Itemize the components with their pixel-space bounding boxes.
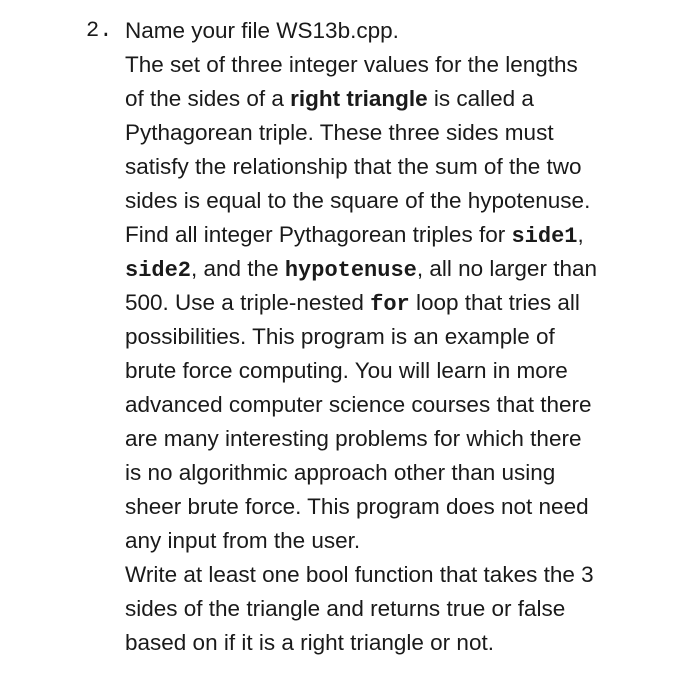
text-line-19: based on if it is a right triangle or not. xyxy=(125,630,494,655)
text-run: of the sides of a xyxy=(125,86,291,111)
text-line-8 xyxy=(125,252,685,286)
text-line-5: satisfy the relationship that the sum of the two xyxy=(125,154,582,179)
code-hypotenuse: hypotenuse xyxy=(284,258,417,283)
code-for: for xyxy=(370,292,410,317)
item-number: 2. xyxy=(86,18,113,43)
text-line-9 xyxy=(125,286,685,320)
text-line-2: The set of three integer values for the lengths xyxy=(125,52,578,77)
code-side1: side1 xyxy=(511,224,578,249)
text-run: , all no larger than xyxy=(416,256,597,281)
text-line-12: advanced computer science courses that there xyxy=(125,392,592,417)
text-line-17: Write at least one bool function that takes the 3 xyxy=(125,562,594,587)
text-line-14: is no algorithmic approach other than using xyxy=(125,460,556,485)
text-run: 500. Use a triple-nested xyxy=(125,290,371,315)
text-line-4: Pythagorean triple. These three sides must xyxy=(125,120,554,145)
text-line-10: possibilities. This program is an example of xyxy=(125,324,555,349)
text-line-1: Name your file WS13b.cpp. xyxy=(125,18,399,43)
text-line-7 xyxy=(125,218,685,252)
text-run: , and the xyxy=(191,256,285,281)
text-line-6: sides is equal to the square of the hypotenuse. xyxy=(125,188,591,213)
text-run: Find all integer Pythagorean triples for xyxy=(125,222,512,247)
text-line-3 xyxy=(125,82,685,116)
code-side2: side2 xyxy=(125,258,192,283)
text-run: loop that tries all xyxy=(409,290,580,315)
text-line-13: are many interesting problems for which there xyxy=(125,426,582,451)
text-line-11: brute force computing. You will learn in more xyxy=(125,358,568,383)
text-line-15: sheer brute force. This program does not need xyxy=(125,494,589,519)
item-text xyxy=(125,14,685,660)
emphasis-right-triangle: right triangle xyxy=(290,86,428,111)
text-run: , xyxy=(577,222,584,247)
text-line-18: sides of the triangle and returns true or false xyxy=(125,596,566,621)
text-run: is called a xyxy=(427,86,534,111)
text-line-16: any input from the user. xyxy=(125,528,361,553)
